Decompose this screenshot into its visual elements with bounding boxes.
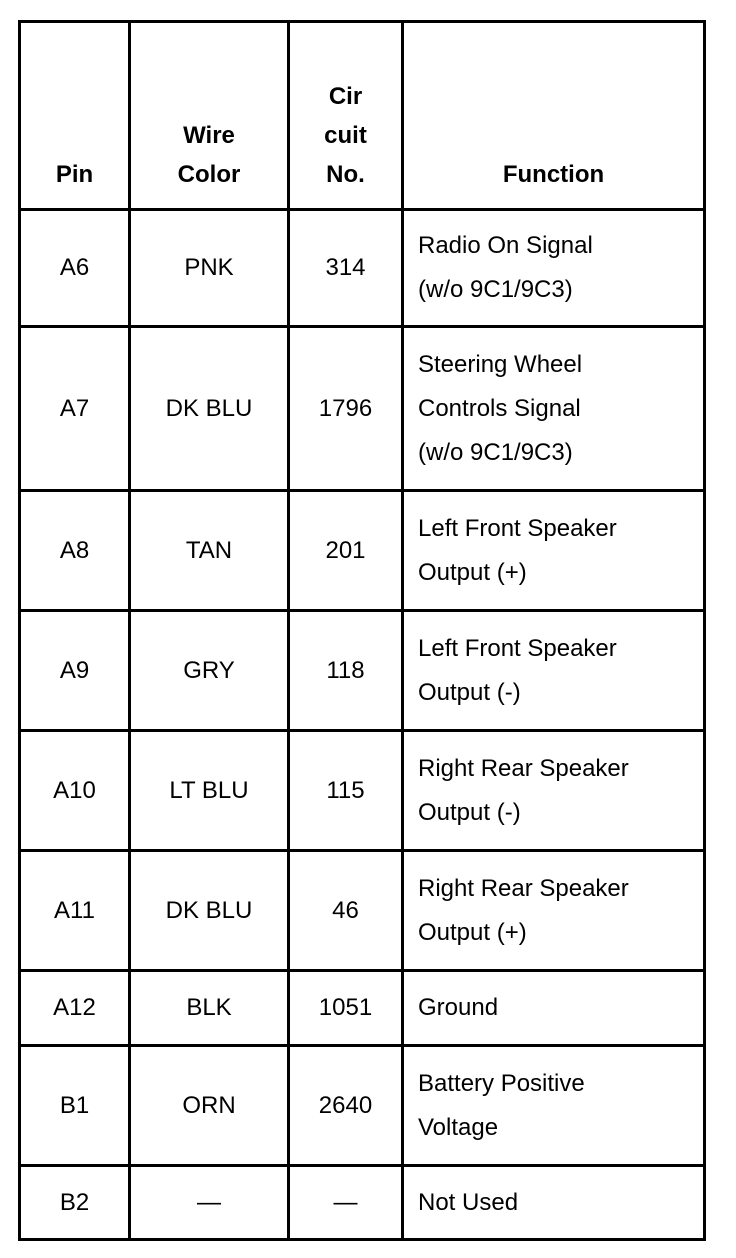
cell-pin: B1 [20,1046,130,1166]
cell-wire-color: TAN [130,491,289,611]
function-line: (w/o 9C1/9C3) [418,276,573,303]
cell-function [403,1046,705,1166]
function-line: Right Rear Speaker [418,754,629,782]
table-body [20,210,705,1240]
table-row [20,1046,705,1166]
function-line: Ground [418,994,499,1021]
header-pin [20,22,130,210]
cell-circuit: 115 [289,731,403,851]
function-line: Output (+) [418,558,527,586]
function-line: Controls Signal [418,394,581,422]
cell-circuit: — [289,1166,403,1240]
cell-circuit: 46 [289,851,403,971]
cell-pin: A8 [20,491,130,611]
header-wire-color-line: Wire [183,122,235,149]
table-row [20,851,705,971]
cell-pin: A11 [20,851,130,971]
cell-pin: A12 [20,971,130,1046]
header-circuit-no [289,22,403,210]
header-wire-color-line: Color [177,161,241,188]
cell-wire-color: GRY [130,611,289,731]
function-line: Steering Wheel [418,350,583,378]
function-line: Right Rear Speaker [418,874,629,902]
cell-wire-color: ORN [130,1046,289,1166]
function-line: Radio On Signal [418,232,593,259]
function-line: Battery Positive [418,1069,585,1097]
cell-circuit: 118 [289,611,403,731]
cell-circuit: 1796 [289,327,403,491]
table-row [20,731,705,851]
table-row [20,971,705,1046]
cell-wire-color: DK BLU [130,851,289,971]
cell-function [403,611,705,731]
cell-wire-color: PNK [130,210,289,327]
cell-circuit: 314 [289,210,403,327]
cell-function [403,327,705,491]
cell-pin: A10 [20,731,130,851]
cell-pin: A6 [20,210,130,327]
cell-wire-color: — [130,1166,289,1240]
cell-function [403,971,705,1046]
header-function-line: Function [502,161,605,188]
function-line: Output (-) [418,798,521,826]
cell-wire-color: BLK [130,971,289,1046]
function-line: (w/o 9C1/9C3) [418,438,573,466]
function-line: Left Front Speaker [418,634,617,662]
cell-function [403,851,705,971]
function-line: Output (-) [418,678,521,706]
function-line: Output (+) [418,918,527,946]
cell-pin: B2 [20,1166,130,1240]
header-circuit-line: No. [326,161,365,188]
header-circuit-line: cuit [324,122,367,149]
cell-circuit: 2640 [289,1046,403,1166]
header-row [20,22,705,210]
header-circuit-line: Cir [328,83,363,110]
cell-circuit: 1051 [289,971,403,1046]
cell-function [403,210,705,327]
cell-function [403,491,705,611]
function-line: Not Used [418,1188,519,1216]
function-line: Left Front Speaker [418,514,617,542]
cell-function [403,731,705,851]
table-row [20,327,705,491]
table-row [20,491,705,611]
cell-pin: A7 [20,327,130,491]
header-wire-color [130,22,289,210]
table-row [20,210,705,327]
pin-table [18,20,706,1241]
cell-circuit: 201 [289,491,403,611]
table-row [20,611,705,731]
header-function [403,22,705,210]
cell-function [403,1166,705,1240]
cell-wire-color: DK BLU [130,327,289,491]
function-line: Voltage [418,1113,499,1141]
cell-pin: A9 [20,611,130,731]
table-row [20,1166,705,1240]
cell-wire-color: LT BLU [130,731,289,851]
header-pin-line: Pin [55,161,94,188]
